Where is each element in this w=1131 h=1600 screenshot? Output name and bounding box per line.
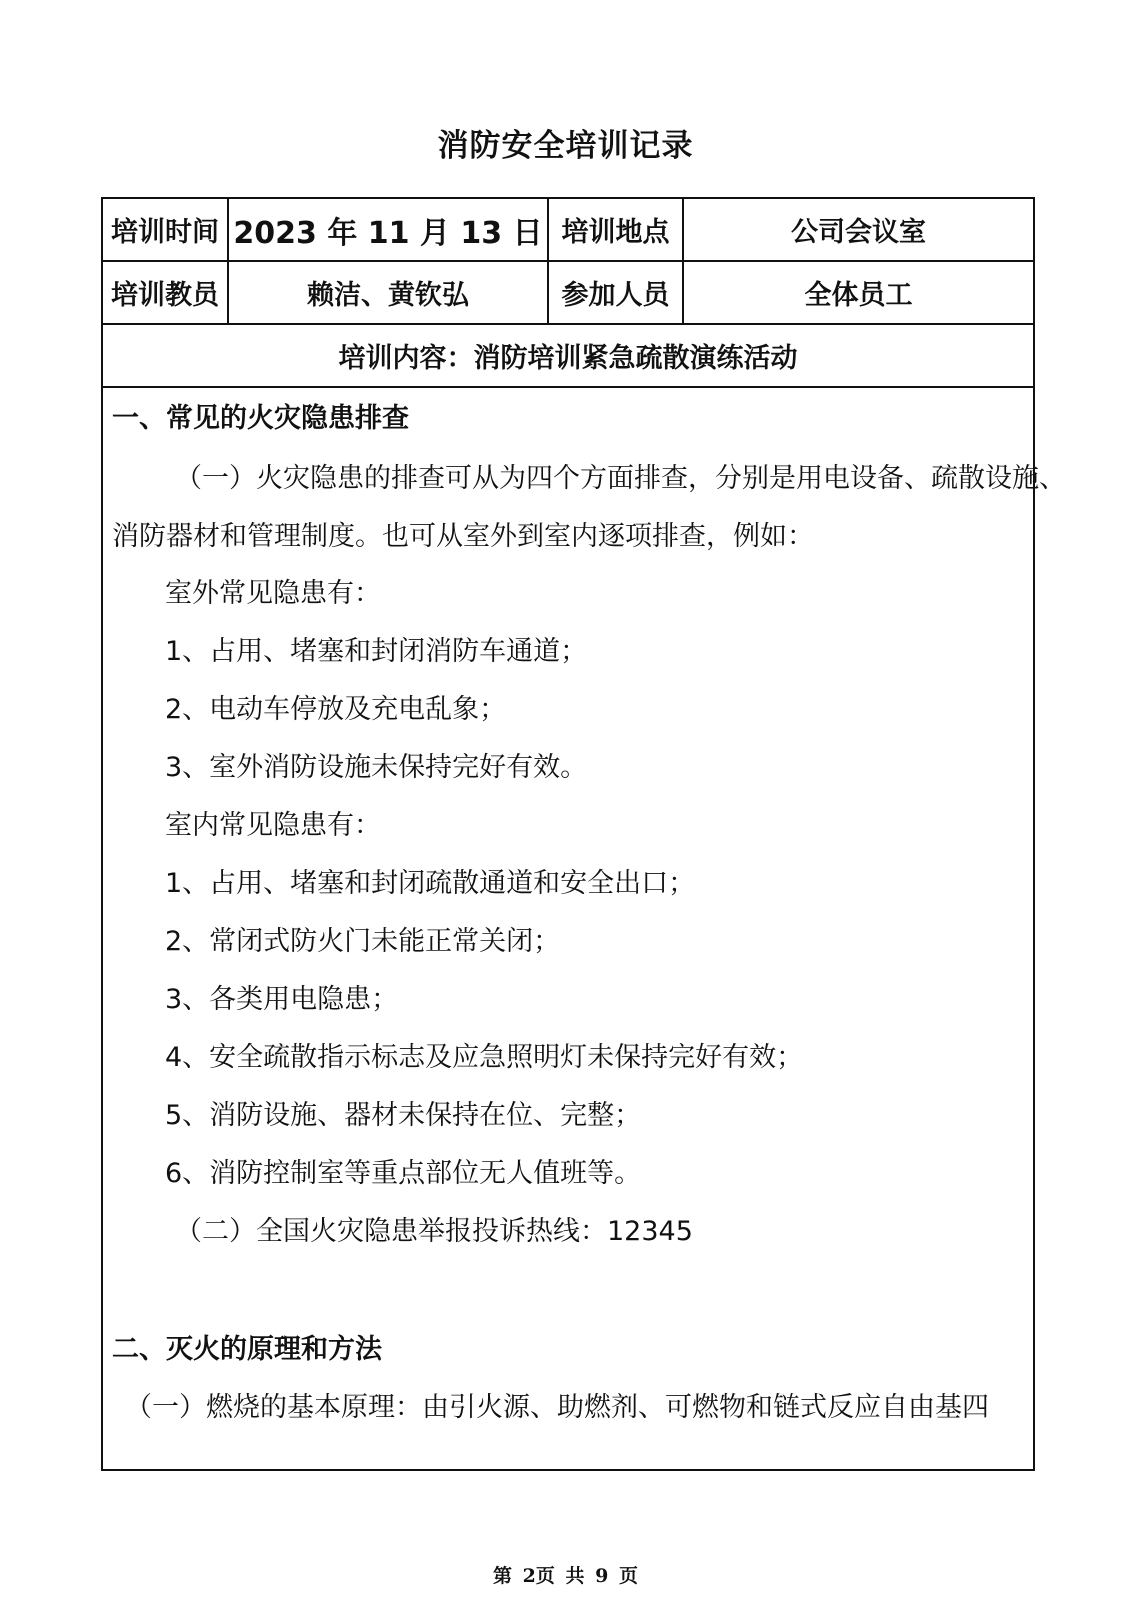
section2-heading: 二、灭火的原理和方法 bbox=[112, 1334, 382, 1365]
training-time-label: 培训时间 bbox=[102, 198, 228, 261]
list-item: 5、消防设施、器材未保持在位、完整； bbox=[165, 1100, 642, 1131]
instructor-value: 赖洁、黄钦弘 bbox=[228, 261, 548, 324]
instructor-label: 培训教员 bbox=[102, 261, 228, 324]
participants-value: 全体员工 bbox=[683, 261, 1034, 324]
training-place-value: 公司会议室 bbox=[683, 198, 1034, 261]
training-time-value: 2023 年 11 月 13 日 bbox=[228, 198, 548, 261]
page-number-footer: 第 2页 共 9 页 bbox=[493, 1565, 638, 1587]
list-item: 6、消防控制室等重点部位无人值班等。 bbox=[165, 1158, 642, 1189]
list-item: 2、电动车停放及充电乱象； bbox=[165, 694, 507, 725]
table-row bbox=[102, 387, 1034, 1470]
list-item: 2、常闭式防火门未能正常关闭； bbox=[165, 926, 561, 957]
paragraph-line: （一）火灾隐患的排查可从为四个方面排查，分别是用电设备、疏散设施、 bbox=[175, 463, 1066, 494]
list-item: 4、安全疏散指示标志及应急照明灯未保持完好有效； bbox=[165, 1042, 804, 1073]
table-row bbox=[102, 198, 1034, 261]
indoor-heading: 室内常见隐患有： bbox=[165, 810, 381, 841]
paragraph-line: （一）燃烧的基本原理：由引火源、助燃剂、可燃物和链式反应自由基四 bbox=[125, 1392, 989, 1423]
list-item: 3、室外消防设施未保持完好有效。 bbox=[165, 752, 588, 783]
outdoor-heading: 室外常见隐患有： bbox=[165, 578, 381, 609]
table-row bbox=[102, 324, 1034, 387]
table-row bbox=[102, 261, 1034, 324]
document-title: 消防安全培训记录 bbox=[437, 128, 694, 164]
participants-label: 参加人员 bbox=[548, 261, 683, 324]
list-item: 1、占用、堵塞和封闭疏散通道和安全出口； bbox=[165, 868, 696, 899]
training-record-table bbox=[101, 197, 1066, 1471]
section1-heading: 一、常见的火灾隐患排查 bbox=[112, 403, 409, 434]
training-place-label: 培训地点 bbox=[548, 198, 683, 261]
training-content-heading: 培训内容：消防培训紧急疏散演练活动 bbox=[102, 324, 1034, 387]
training-content-body bbox=[102, 387, 1066, 1470]
list-item: 1、占用、堵塞和封闭消防车通道； bbox=[165, 636, 588, 667]
paragraph-line: 消防器材和管理制度。也可从室外到室内逐项排查，例如： bbox=[112, 521, 814, 552]
hotline-text: （二）全国火灾隐患举报投诉热线：12345 bbox=[175, 1216, 693, 1247]
list-item: 3、各类用电隐患； bbox=[165, 984, 399, 1015]
